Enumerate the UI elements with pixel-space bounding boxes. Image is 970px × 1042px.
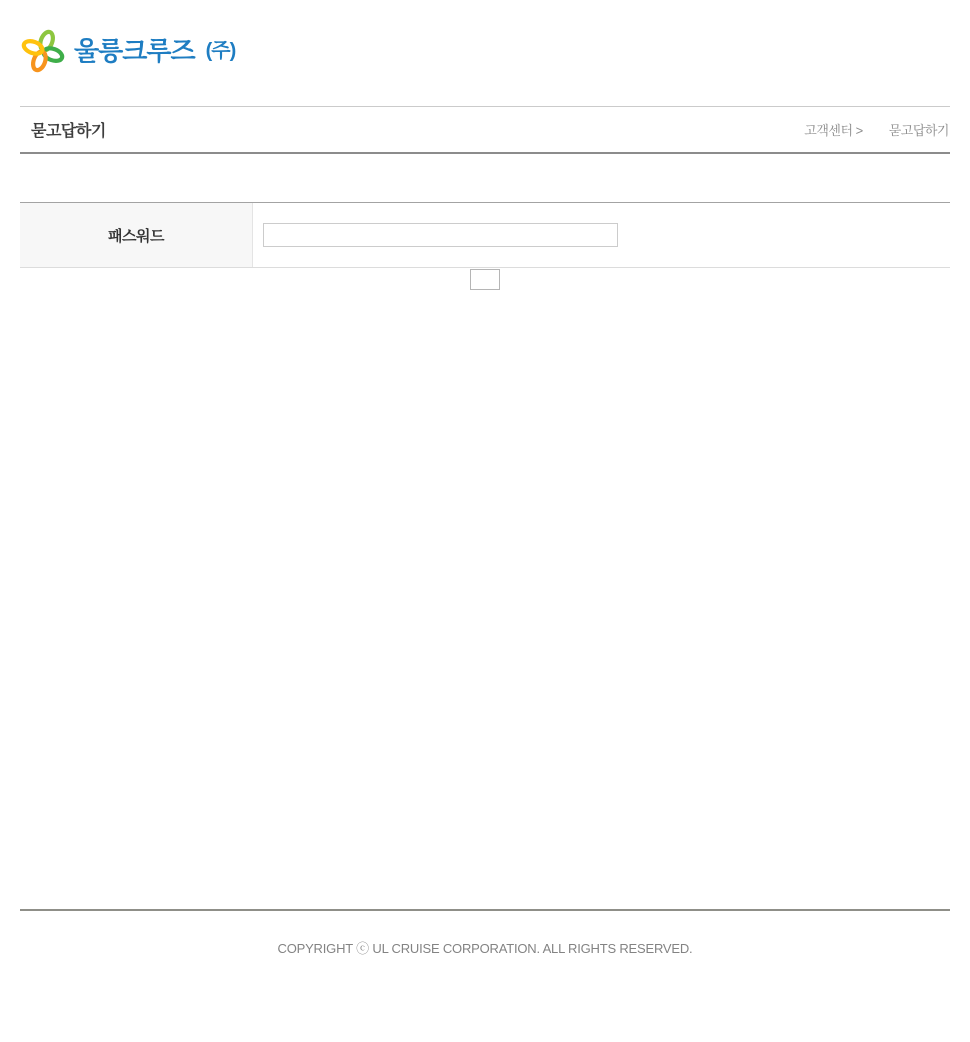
password-form: [20, 202, 950, 268]
logo[interactable]: [21, 28, 235, 74]
logo-text: 울릉크루즈: [74, 36, 195, 66]
confirm-button[interactable]: [470, 269, 500, 290]
breadcrumb: [804, 120, 950, 139]
password-label: 패스워드: [20, 203, 253, 267]
breadcrumb-parent[interactable]: 고객센터 >: [804, 123, 863, 138]
logo-flower-icon: [21, 28, 65, 74]
page-titlebar: [20, 106, 950, 154]
password-cell: [253, 203, 950, 267]
breadcrumb-current: 묻고답하기: [888, 123, 949, 138]
logo-suffix: (주): [205, 40, 236, 62]
password-input[interactable]: [263, 223, 618, 247]
copyright-text: COPYRIGHT ⓒ UL CRUISE CORPORATION. ALL RIGHTS RESERVED.: [277, 941, 693, 956]
page-title: 묻고답하기: [31, 123, 106, 140]
footer: [20, 909, 950, 957]
table-row: [20, 202, 950, 268]
